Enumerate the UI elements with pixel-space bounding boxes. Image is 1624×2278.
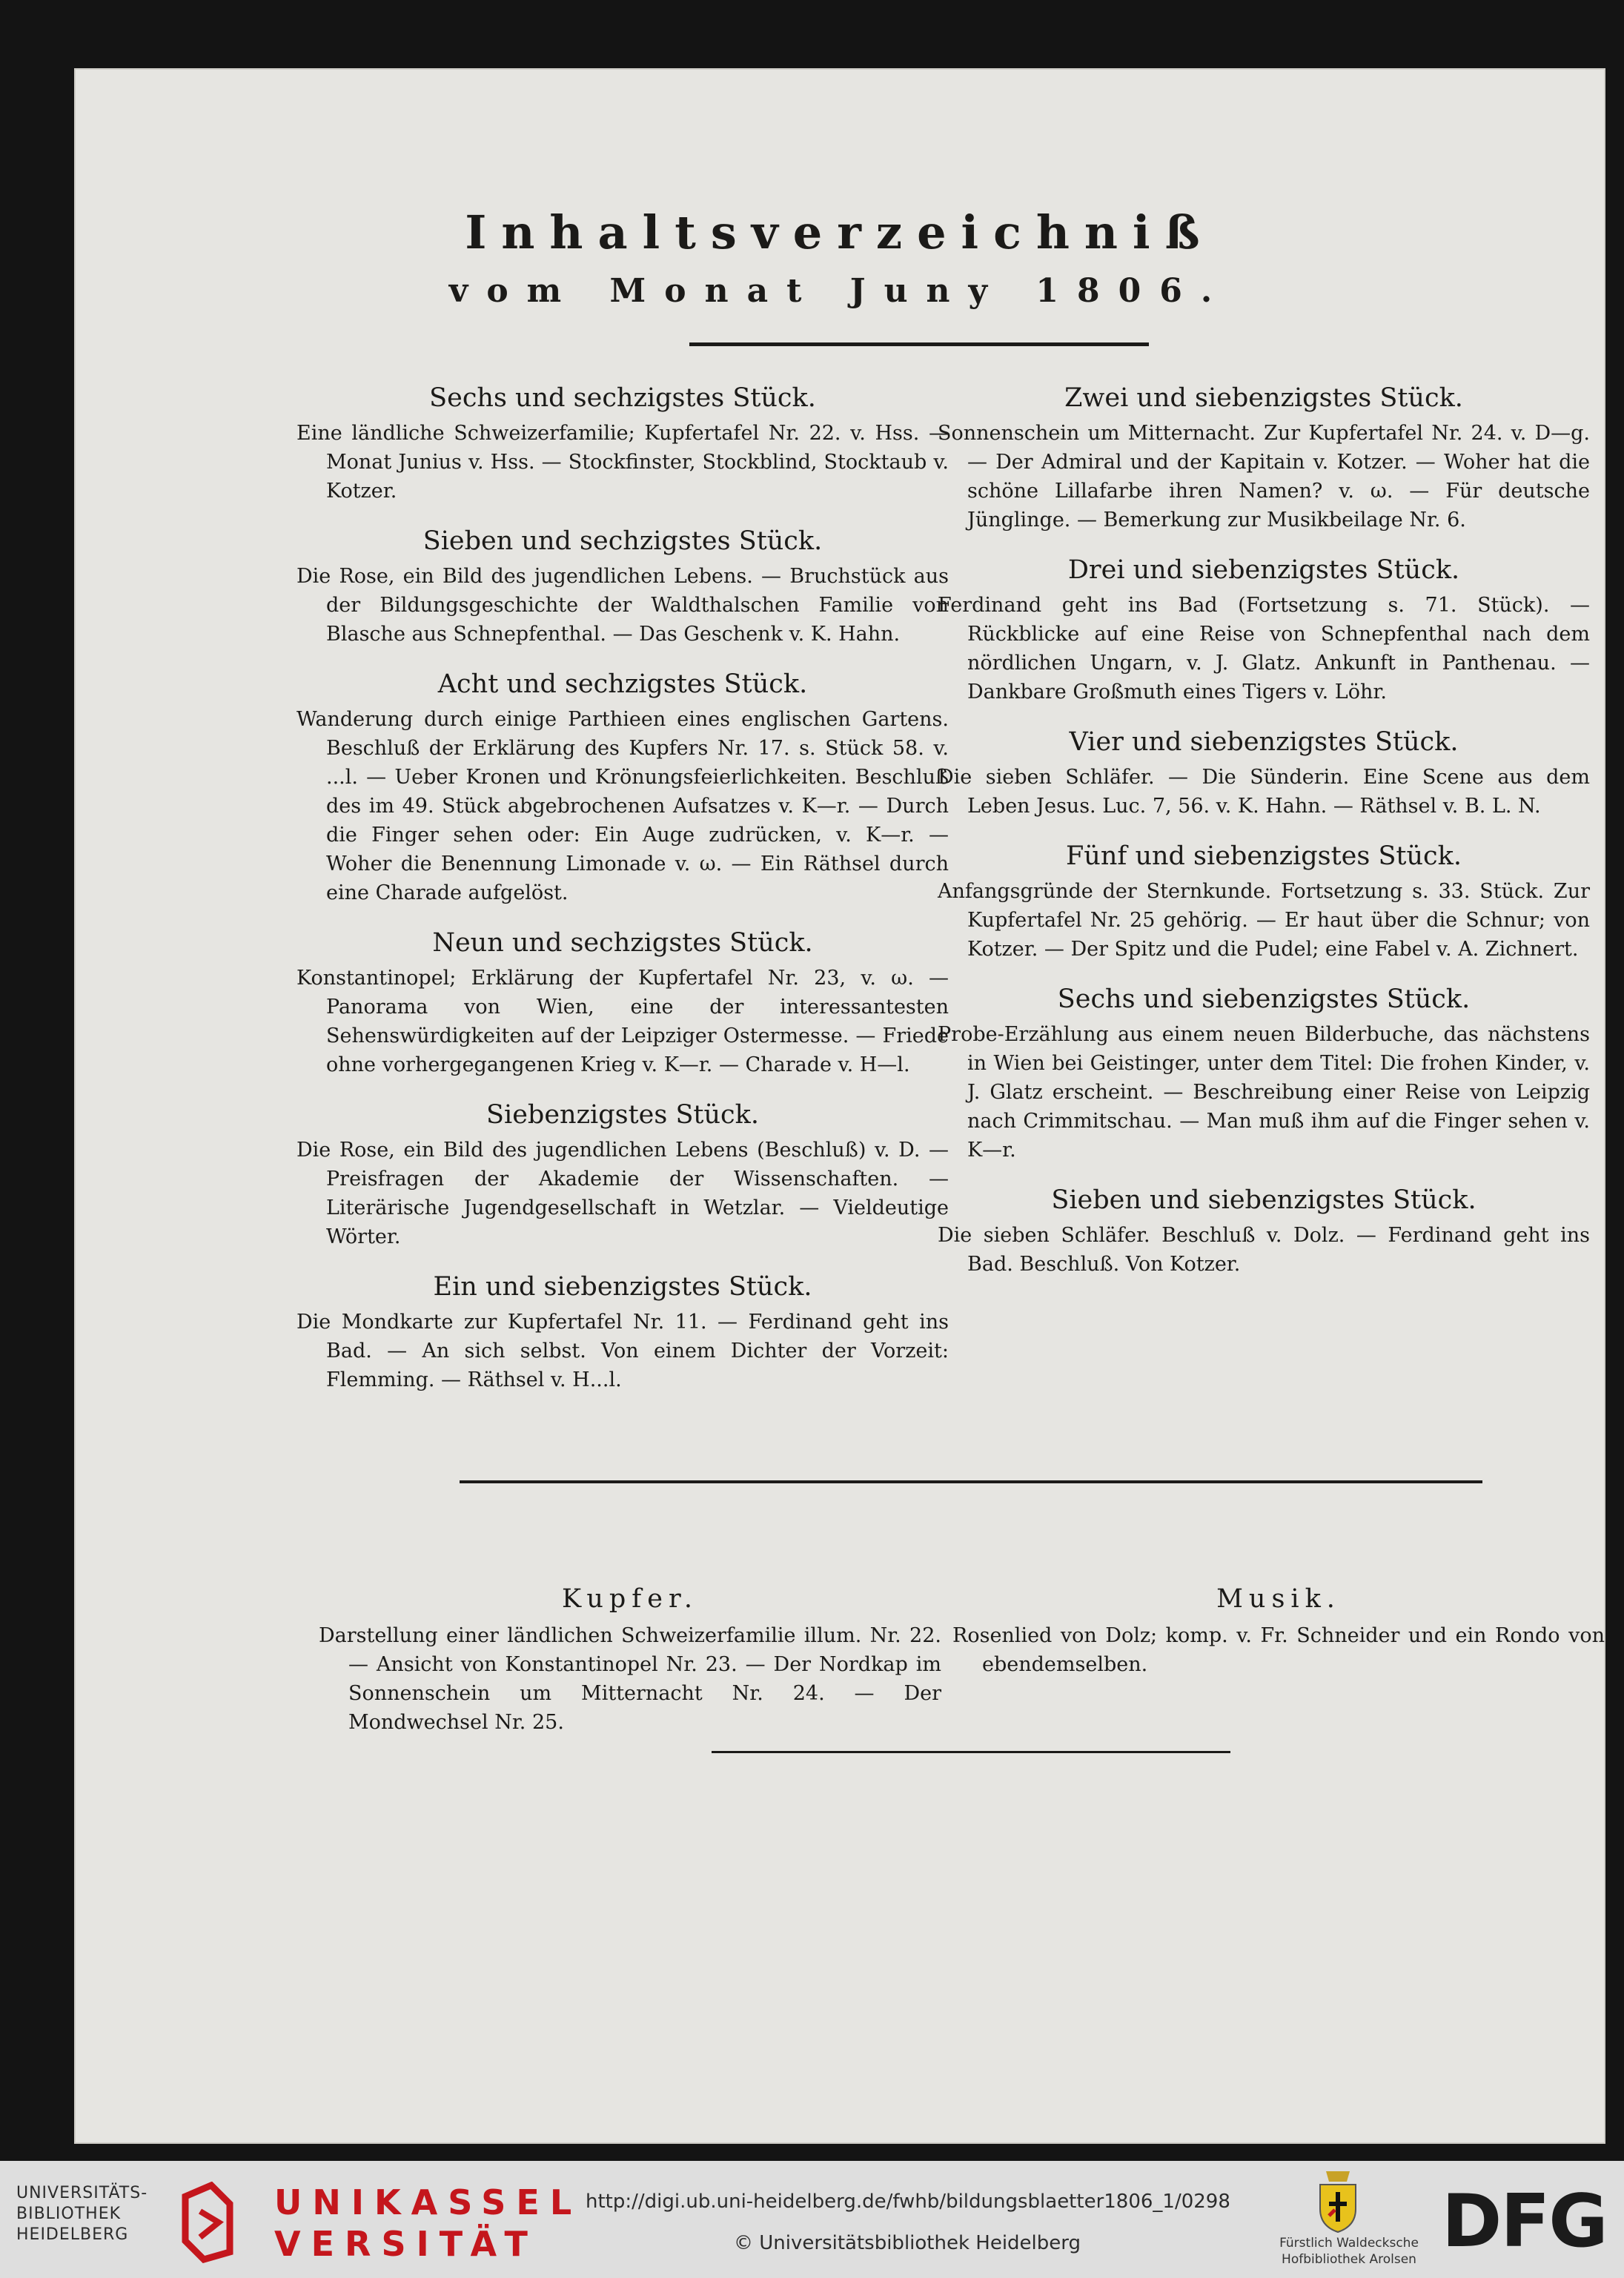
section-heading: Neun und sechzigstes Stück. bbox=[432, 928, 813, 958]
section-heading: Sechs und siebenzigstes Stück. bbox=[1057, 984, 1471, 1014]
toc-section bbox=[938, 841, 1590, 964]
kassel-top-text: UNIKASSEL bbox=[274, 2182, 583, 2222]
footer-bar bbox=[0, 2161, 1624, 2278]
section-text: Die Mondkarte zur Kupfertafel Nr. 11. — Ferdinand geht ins Bad. — An sich selbst. Von einem Dichter der Vorzeit: Flemming. — Räthsel v. H...l. bbox=[296, 1311, 949, 1391]
toc-section bbox=[296, 669, 949, 907]
kupfer-text: Darstellung einer ländlichen Schweizerfamilie illum. Nr. 22. — Ansicht von Konstantinopel Nr. 23. — Der Nordkap im Sonnenschein um Mitternacht Nr. 24. — Der Mondwechsel Nr. 25. bbox=[319, 1624, 941, 1734]
scanned-page bbox=[74, 68, 1605, 2144]
section-heading: Vier und siebenzigstes Stück. bbox=[1069, 727, 1459, 757]
page-title: Inhaltsverzeichniß bbox=[465, 205, 1215, 259]
left-column bbox=[296, 383, 949, 1415]
toc-section bbox=[938, 1185, 1590, 1279]
ub-logo-line: UNIVERSITÄTS- bbox=[16, 2184, 148, 2202]
uni-kassel-mark-icon bbox=[178, 2182, 237, 2263]
copyright-notice: © Universitätsbibliothek Heidelberg bbox=[734, 2232, 1081, 2254]
musik-text: Rosenlied von Dolz; komp. v. Fr. Schneider und ein Rondo von ebendemselben. bbox=[952, 1624, 1605, 1676]
title-rule bbox=[689, 342, 1149, 346]
section-heading: Fünf und siebenzigstes Stück. bbox=[1066, 841, 1462, 871]
section-text: Ferdinand geht ins Bad (Fortsetzung s. 71. Stück). — Rückblicke auf eine Reise von Schnepfenthal nach dem nördlichen Ungarn, v. J. Glatz. Ankunft in Panthenau. — Dankbare Großmuth eines Tigers v. Löhr. bbox=[938, 594, 1590, 703]
arolsen-line: Fürstlich Waldecksche bbox=[1279, 2236, 1419, 2251]
toc-section bbox=[938, 383, 1590, 534]
toc-section bbox=[296, 1272, 949, 1394]
section-heading: Siebenzigstes Stück. bbox=[486, 1100, 759, 1130]
section-heading: Ein und siebenzigstes Stück. bbox=[433, 1272, 812, 1302]
toc-section bbox=[296, 928, 949, 1079]
toc-section bbox=[938, 555, 1590, 706]
section-text: Konstantinopel; Erklärung der Kupfertafel Nr. 23, v. ω. — Panorama von Wien, eine der interessantesten Sehenswürdigkeiten auf der Leipziger Ostermesse. — Friede ohne vorhergegangenen Krieg v. K—r. — Charade v. H—l. bbox=[296, 967, 949, 1076]
end-rule bbox=[712, 1751, 1230, 1753]
section-text: Anfangsgründe der Sternkunde. Fortsetzung s. 33. Stück. Zur Kupfertafel Nr. 25 gehörig. — Er haut über die Schnur; von Kotzer. — Der Spitz und die Pudel; eine Fabel v. A. Zichnert. bbox=[938, 880, 1590, 961]
ub-logo-line: HEIDELBERG bbox=[16, 2225, 129, 2244]
section-text: Die sieben Schläfer. — Die Sünderin. Eine Scene aus dem Leben Jesus. Luc. 7, 56. v. K. Hahn. — Räthsel v. B. L. N. bbox=[938, 766, 1590, 818]
section-text: Sonnenschein um Mitternacht. Zur Kupfertafel Nr. 24. v. D—g. — Der Admiral und der Kapitain v. Kotzer. — Woher hat die schöne Lillafarbe ihren Namen? v. ω. — Für deutsche Jünglinge. — Bemerkung zur Musikbeilage Nr. 6. bbox=[938, 422, 1590, 532]
kupfer-heading: Kupfer. bbox=[561, 1584, 698, 1614]
section-heading: Zwei und siebenzigstes Stück. bbox=[1064, 383, 1463, 413]
divider-rule bbox=[460, 1480, 1482, 1483]
musik-heading: Musik. bbox=[1216, 1584, 1341, 1614]
waldeck-crest-icon bbox=[1316, 2168, 1360, 2235]
kupfer-section bbox=[319, 1584, 941, 1737]
page-subtitle: vom Monat Juny 1806. bbox=[448, 272, 1231, 310]
section-heading: Sechs und sechzigstes Stück. bbox=[429, 383, 816, 413]
uni-kassel-logo[interactable] bbox=[274, 2182, 582, 2265]
section-heading: Acht und sechzigstes Stück. bbox=[437, 669, 808, 699]
toc-section bbox=[296, 1100, 949, 1251]
toc-section bbox=[938, 984, 1590, 1165]
section-text: Probe-Erzählung aus einem neuen Bilderbuche, das nächstens in Wien bei Geistinger, unter dem Titel: Die frohen Kinder, v. J. Glatz erscheint. — Beschreibung einer Reise von Leipzig nach Crimmitschau. — Man muß ihm auf die Finger sehen v. K—r. bbox=[938, 1023, 1590, 1162]
section-text: Die Rose, ein Bild des jugendlichen Lebens. — Bruchstück aus der Bildungsgeschichte der Waldthalschen Familie von Blasche aus Schnepfenthal. — Das Geschenk v. K. Hahn. bbox=[296, 565, 949, 646]
kassel-bottom-text: VERSITÄT bbox=[274, 2224, 538, 2264]
section-heading: Sieben und siebenzigstes Stück. bbox=[1051, 1185, 1476, 1215]
toc-section bbox=[296, 383, 949, 506]
ub-heidelberg-logo[interactable] bbox=[16, 2183, 172, 2245]
toc-section bbox=[296, 526, 949, 649]
section-text: Die sieben Schläfer. Beschluß v. Dolz. — Ferdinand geht ins Bad. Beschluß. Von Kotzer. bbox=[938, 1224, 1590, 1276]
dfg-logo[interactable]: DFG bbox=[1442, 2179, 1607, 2264]
section-text: Wanderung durch einige Parthieen eines englischen Gartens. Beschluß der Erklärung des Kupfers Nr. 17. s. Stück 58. v. ...l. — Ueber Kronen und Krönungsfeierlichkeiten. Beschluß des im 49. Stück abgebrochenen Aufsatzes v. K—r. — Durch die Finger sehen oder: Ein Auge zudrücken, v. K—r. — Woher die Benennung Limonade v. ω. — Ein Räthsel durch eine Charade aufgelöst. bbox=[296, 708, 949, 904]
section-heading: Drei und siebenzigstes Stück. bbox=[1067, 555, 1460, 585]
ub-logo-line: BIBLIOTHEK bbox=[16, 2205, 122, 2223]
section-heading: Sieben und sechzigstes Stück. bbox=[422, 526, 823, 556]
arolsen-library-label bbox=[1260, 2235, 1438, 2268]
musik-section bbox=[952, 1584, 1605, 1679]
permalink-url[interactable]: http://digi.ub.uni-heidelberg.de/fwhb/bildungsblaetter1806_1/0298 bbox=[586, 2191, 1230, 2213]
arolsen-line: Hofbibliothek Arolsen bbox=[1282, 2252, 1416, 2267]
toc-section bbox=[938, 727, 1590, 821]
section-text: Eine ländliche Schweizerfamilie; Kupfertafel Nr. 22. v. Hss. — Monat Junius v. Hss. — Stockfinster, Stockblind, Stocktaub v. Kotzer. bbox=[296, 422, 949, 503]
right-column bbox=[938, 383, 1590, 1299]
section-text: Die Rose, ein Bild des jugendlichen Lebens (Beschluß) v. D. — Preisfragen der Akademie der Wissenschaften. — Literärische Jugendgesellschaft in Wetzlar. — Vieldeutige Wörter. bbox=[296, 1139, 949, 1248]
